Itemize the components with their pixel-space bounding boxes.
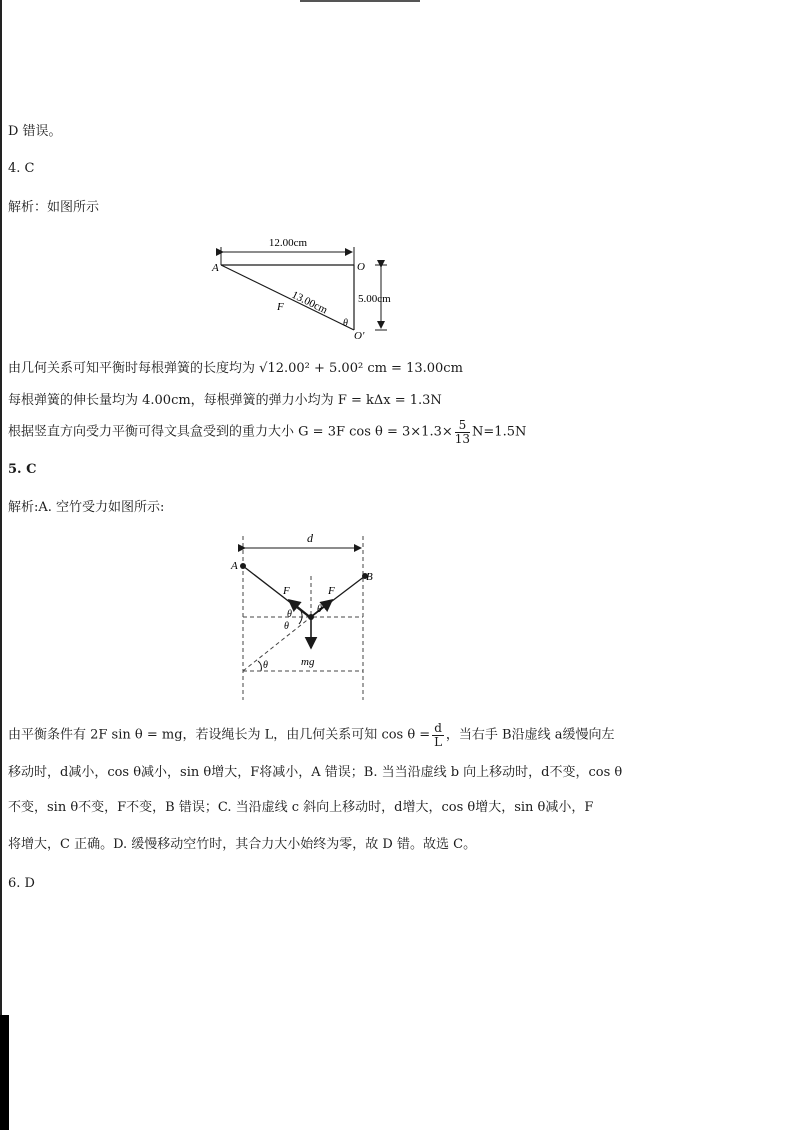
para-1-text-a: 由平衡条件有 2F sin θ = mg，若设绳长为 L，由几何关系可知: [8, 727, 378, 743]
fig1-label-o: O: [357, 261, 365, 273]
fig2-label-theta-1: θ: [287, 609, 292, 620]
fraction-numerator-d: d: [434, 721, 442, 735]
fraction-numerator: 5: [455, 419, 470, 433]
fig1-label-f: F: [277, 301, 284, 313]
fig2-label-theta-3: θ: [317, 604, 322, 615]
fig2-label-d: d: [307, 531, 313, 545]
scan-mark: [300, 0, 420, 2]
fig1-label-o-prime: O': [354, 330, 365, 342]
line-spring-force-text: 每根弹簧的伸长量均为 4.00cm，每根弹簧的弹力小均为: [8, 393, 334, 408]
fraction-denominator-l: L: [434, 734, 443, 749]
scan-edge: [0, 0, 2, 1130]
para-1-fraction: [432, 722, 444, 748]
line-gravity-fraction: [455, 419, 470, 445]
fig1-label-side: 5.00cm: [358, 293, 391, 305]
answer-4: 4. C: [8, 161, 35, 176]
para-equilibrium-4: 将增大，C 正确。D. 缓慢移动空竹时，其合力大小始终为零，故 D 错。故选 C。: [8, 837, 477, 852]
analysis-5-heading: 解析:A. 空竹受力如图所示:: [8, 500, 165, 515]
line-spring-force: [8, 394, 442, 407]
line-gravity-text: 根据竖直方向受力平衡可得文具盒受到的重力大小: [8, 424, 295, 440]
diabolo-force-figure: [225, 528, 375, 703]
spring-geometry-figure: [205, 235, 405, 345]
fig2-label-theta-4: θ: [263, 660, 268, 671]
fig2-label-theta-2: θ: [284, 621, 289, 632]
line-spring-length: [8, 362, 463, 375]
fig2-label-mg: mg: [301, 656, 315, 668]
fig2-label-f-left: F: [283, 585, 290, 597]
para-equilibrium-2: 移动时，d减小，cos θ减小，sin θ增大，F将减小，A 错误；B. 当当沿虚线 b 向上移动时，d不变，cos θ: [8, 765, 623, 780]
analysis-4-heading: 解析：如图所示: [8, 200, 100, 215]
fig1-label-top: 12.00cm: [268, 237, 308, 249]
para-equilibrium-1: [8, 722, 614, 748]
answer-6: 6. D: [8, 876, 35, 891]
text-d-wrong: D 错误。: [8, 124, 62, 139]
line-gravity-math-b: N=1.5N: [472, 424, 527, 440]
line-spring-length-text: 由几何关系可知平衡时每根弹簧的长度均为: [8, 361, 256, 376]
line-gravity: [8, 419, 526, 445]
fig2-label-b: B: [366, 571, 373, 583]
para-equilibrium-3: 不变，sin θ不变，F不变，B 错误；C. 当沿虚线 c 斜向上移动时，d增大，cos θ增大，sin θ减小，F: [8, 800, 594, 815]
line-spring-force-math: F = kΔx = 1.3N: [337, 393, 442, 408]
para-1-text-b: ，当右手 B沿虚线 a缓慢向左: [445, 727, 615, 743]
fig2-label-f-right: F: [328, 585, 335, 597]
scan-edge-shadow: [0, 1015, 9, 1130]
fig1-label-a: A: [212, 262, 219, 274]
answer-5: 5. C: [8, 462, 37, 477]
fig2-label-a: A: [231, 560, 238, 572]
line-spring-length-math: √12.00² + 5.00² cm = 13.00cm: [259, 361, 463, 376]
fig1-label-hyp: 13.00cm: [289, 288, 330, 317]
line-gravity-math-a: G = 3F cos θ = 3×1.3×: [298, 424, 453, 440]
para-1-cos: cos θ =: [381, 727, 431, 743]
fig1-label-theta: θ: [343, 318, 348, 329]
fraction-denominator: 13: [454, 431, 471, 446]
